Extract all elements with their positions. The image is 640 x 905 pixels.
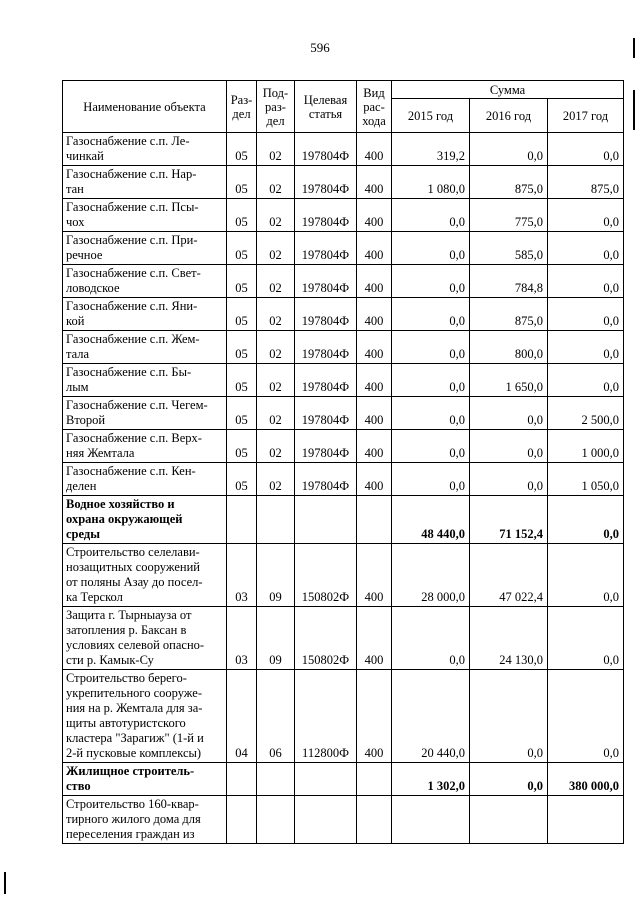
cell-sum-2017: 0,0: [548, 607, 624, 670]
header-subsection: Под- раз- дел: [257, 81, 295, 133]
table-row: [63, 544, 624, 607]
cell-sum-2016: 0,0: [470, 463, 548, 496]
cell-sum-2015: 1 080,0: [392, 166, 470, 199]
cell-sum-2015: 0,0: [392, 607, 470, 670]
cell-sum-2016: 585,0: [470, 232, 548, 265]
cell-expense-type: 400: [357, 607, 392, 670]
cell-target: 197804Ф: [295, 166, 357, 199]
cell-section: 03: [227, 607, 257, 670]
cell-expense-type: 400: [357, 463, 392, 496]
cell-expense-type: 400: [357, 199, 392, 232]
table-row: [63, 796, 624, 844]
cell-sum-2016: 0,0: [470, 430, 548, 463]
scan-edge-mark-side: [633, 90, 635, 130]
cell-name: Газоснабжение с.п. Свет- ловодское: [63, 265, 227, 298]
cell-expense-type: 400: [357, 364, 392, 397]
cell-sum-2017: [548, 796, 624, 844]
cell-name: Газоснабжение с.п. При- речное: [63, 232, 227, 265]
cell-target: 197804Ф: [295, 133, 357, 166]
cell-sum-2016: 875,0: [470, 166, 548, 199]
cell-section: [227, 796, 257, 844]
cell-target: 197804Ф: [295, 199, 357, 232]
header-name: Наименование объекта: [63, 81, 227, 133]
cell-subsection: 02: [257, 166, 295, 199]
cell-expense-type: 400: [357, 298, 392, 331]
cell-sum-2016: 775,0: [470, 199, 548, 232]
cell-name: Газоснабжение с.п. Чегем- Второй: [63, 397, 227, 430]
cell-sum-2017: 875,0: [548, 166, 624, 199]
table-row: [63, 607, 624, 670]
cell-sum-2016: 24 130,0: [470, 607, 548, 670]
cell-target: 150802Ф: [295, 607, 357, 670]
cell-sum-2015: 0,0: [392, 331, 470, 364]
cell-subsection: 02: [257, 298, 295, 331]
cell-sum-2017: 0,0: [548, 232, 624, 265]
cell-subsection: 09: [257, 544, 295, 607]
cell-section: 04: [227, 670, 257, 763]
cell-target: [295, 496, 357, 544]
cell-section: 05: [227, 265, 257, 298]
cell-sum-2016: 800,0: [470, 331, 548, 364]
table-row: [63, 232, 624, 265]
header-expense-type: Вид рас- хода: [357, 81, 392, 133]
cell-subsection: 02: [257, 133, 295, 166]
cell-name: Водное хозяйство и охрана окружающей среды: [63, 496, 227, 544]
cell-name: Газоснабжение с.п. Псы- чох: [63, 199, 227, 232]
cell-sum-2015: 0,0: [392, 265, 470, 298]
cell-sum-2017: 0,0: [548, 670, 624, 763]
table-row: [63, 199, 624, 232]
header-target: Целевая статья: [295, 81, 357, 133]
cell-expense-type: 400: [357, 232, 392, 265]
table-row: [63, 670, 624, 763]
cell-name: Газоснабжение с.п. Ле- чинкай: [63, 133, 227, 166]
cell-section: 05: [227, 463, 257, 496]
cell-sum-2016: 0,0: [470, 763, 548, 796]
cell-name: Строительство 160-квар- тирного жилого дома для переселения граждан из: [63, 796, 227, 844]
cell-expense-type: 400: [357, 331, 392, 364]
cell-section: 05: [227, 430, 257, 463]
cell-name: Газоснабжение с.п. Яни- кой: [63, 298, 227, 331]
cell-section: 05: [227, 133, 257, 166]
cell-expense-type: 400: [357, 133, 392, 166]
cell-sum-2017: 0,0: [548, 496, 624, 544]
cell-name: Газоснабжение с.п. Нар- тан: [63, 166, 227, 199]
cell-sum-2016: 875,0: [470, 298, 548, 331]
cell-sum-2016: 0,0: [470, 133, 548, 166]
cell-section: 05: [227, 199, 257, 232]
table-row: [63, 463, 624, 496]
scan-edge-mark-bottom: [4, 872, 6, 894]
cell-target: 197804Ф: [295, 331, 357, 364]
cell-sum-2017: 0,0: [548, 265, 624, 298]
cell-name: Газоснабжение с.п. Верх- няя Жемтала: [63, 430, 227, 463]
cell-subsection: 02: [257, 430, 295, 463]
cell-expense-type: [357, 496, 392, 544]
cell-target: [295, 796, 357, 844]
table-row: [63, 331, 624, 364]
table-row: [63, 133, 624, 166]
header-2016: 2016 год: [470, 99, 548, 133]
cell-sum-2015: 0,0: [392, 298, 470, 331]
cell-sum-2017: 0,0: [548, 364, 624, 397]
cell-sum-2016: 784,8: [470, 265, 548, 298]
budget-table: [62, 80, 624, 844]
cell-name: Защита г. Тырныауза от затопления р. Баксан в условиях селевой опасно- сти р. Камык-Су: [63, 607, 227, 670]
cell-sum-2017: 1 050,0: [548, 463, 624, 496]
cell-sum-2015: 319,2: [392, 133, 470, 166]
cell-section: 05: [227, 298, 257, 331]
table-row: [63, 265, 624, 298]
cell-subsection: 02: [257, 364, 295, 397]
cell-sum-2016: 0,0: [470, 397, 548, 430]
cell-target: 197804Ф: [295, 265, 357, 298]
cell-sum-2015: 0,0: [392, 463, 470, 496]
table-row: [63, 496, 624, 544]
cell-target: 197804Ф: [295, 430, 357, 463]
cell-name: Газоснабжение с.п. Бы- лым: [63, 364, 227, 397]
cell-section: 05: [227, 166, 257, 199]
cell-expense-type: 400: [357, 430, 392, 463]
cell-target: 197804Ф: [295, 232, 357, 265]
cell-sum-2017: 0,0: [548, 544, 624, 607]
cell-subsection: [257, 796, 295, 844]
cell-sum-2017: 380 000,0: [548, 763, 624, 796]
cell-sum-2015: 1 302,0: [392, 763, 470, 796]
cell-subsection: 02: [257, 199, 295, 232]
cell-section: [227, 763, 257, 796]
cell-sum-2017: 0,0: [548, 199, 624, 232]
cell-sum-2015: 0,0: [392, 364, 470, 397]
cell-sum-2016: 0,0: [470, 670, 548, 763]
cell-sum-2015: 0,0: [392, 199, 470, 232]
cell-subsection: 02: [257, 463, 295, 496]
cell-sum-2016: [470, 796, 548, 844]
cell-sum-2017: 0,0: [548, 331, 624, 364]
scan-edge-mark-top: [633, 38, 635, 58]
cell-expense-type: 400: [357, 265, 392, 298]
cell-subsection: [257, 763, 295, 796]
cell-name: Строительство селелави- нозащитных сооружений от поляны Азау до посел- ка Терскол: [63, 544, 227, 607]
cell-target: 197804Ф: [295, 397, 357, 430]
cell-expense-type: 400: [357, 397, 392, 430]
cell-name: Газоснабжение с.п. Кен- делен: [63, 463, 227, 496]
table-row: [63, 430, 624, 463]
cell-section: [227, 496, 257, 544]
cell-target: 197804Ф: [295, 364, 357, 397]
cell-sum-2015: 0,0: [392, 232, 470, 265]
cell-sum-2016: 1 650,0: [470, 364, 548, 397]
cell-name: Газоснабжение с.п. Жем- тала: [63, 331, 227, 364]
cell-expense-type: 400: [357, 166, 392, 199]
cell-subsection: [257, 496, 295, 544]
cell-section: 03: [227, 544, 257, 607]
header-2015: 2015 год: [392, 99, 470, 133]
cell-section: 05: [227, 397, 257, 430]
page-number: 596: [310, 40, 330, 55]
cell-sum-2015: [392, 796, 470, 844]
cell-sum-2015: 0,0: [392, 397, 470, 430]
cell-expense-type: 400: [357, 670, 392, 763]
cell-target: [295, 763, 357, 796]
cell-subsection: 02: [257, 397, 295, 430]
cell-sum-2016: 71 152,4: [470, 496, 548, 544]
table-row: [63, 166, 624, 199]
cell-expense-type: 400: [357, 544, 392, 607]
cell-sum-2017: 2 500,0: [548, 397, 624, 430]
cell-expense-type: [357, 796, 392, 844]
cell-sum-2015: 28 000,0: [392, 544, 470, 607]
cell-subsection: 02: [257, 232, 295, 265]
header-2017: 2017 год: [548, 99, 624, 133]
header-section: Раз- дел: [227, 81, 257, 133]
cell-section: 05: [227, 232, 257, 265]
cell-sum-2015: 20 440,0: [392, 670, 470, 763]
header-sum: Сумма: [392, 81, 624, 99]
cell-sum-2017: 1 000,0: [548, 430, 624, 463]
cell-section: 05: [227, 364, 257, 397]
cell-sum-2015: 0,0: [392, 430, 470, 463]
cell-target: 197804Ф: [295, 298, 357, 331]
cell-subsection: 09: [257, 607, 295, 670]
cell-subsection: 02: [257, 331, 295, 364]
cell-target: 112800Ф: [295, 670, 357, 763]
cell-name: Строительство берего- укрепительного сооруже- ния на р. Жемтала для за- щиты автотуристского кластера "Зарагиж" (1-й и 2-й пусковые комплексы): [63, 670, 227, 763]
cell-sum-2016: 47 022,4: [470, 544, 548, 607]
cell-target: 197804Ф: [295, 463, 357, 496]
table-row: [63, 364, 624, 397]
cell-sum-2017: 0,0: [548, 133, 624, 166]
cell-target: 150802Ф: [295, 544, 357, 607]
cell-name: Жилищное строитель- ство: [63, 763, 227, 796]
cell-section: 05: [227, 331, 257, 364]
cell-sum-2015: 48 440,0: [392, 496, 470, 544]
cell-expense-type: [357, 763, 392, 796]
cell-subsection: 06: [257, 670, 295, 763]
cell-sum-2017: 0,0: [548, 298, 624, 331]
table-row: [63, 298, 624, 331]
cell-subsection: 02: [257, 265, 295, 298]
table-row: [63, 397, 624, 430]
table-row: [63, 763, 624, 796]
